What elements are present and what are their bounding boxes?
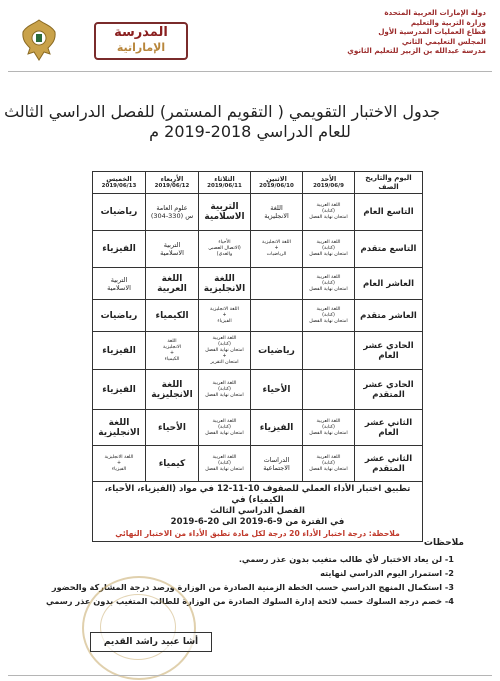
note-row: [93, 482, 423, 542]
exam-cell: [199, 446, 251, 482]
grade-cell: التاسع متقدم: [355, 231, 423, 268]
school-logo-line2: الإماراتية: [116, 41, 166, 54]
ministry-line: المجلس التعليمي الثاني: [401, 36, 486, 46]
exam-cell: [251, 410, 303, 446]
exam-subject-line: والغدي): [216, 252, 233, 257]
exam-subject-line: الانجليزية: [162, 344, 182, 350]
table-row: [93, 332, 423, 370]
exam-schedule-table: [92, 171, 423, 542]
exam-subject-line: (كتابة): [218, 460, 231, 466]
exam-subject-line: اللغة الانجليزية: [203, 273, 246, 294]
footer-divider: [8, 675, 492, 676]
table-row: [93, 231, 423, 268]
exam-subject-line: الاجتماعية: [263, 463, 290, 472]
principal-signature: أشا عبيد راشد القديم: [90, 632, 212, 652]
page-subtitle: للعام الدراسي 2018-2019 م: [149, 122, 351, 141]
exam-subject-line: +: [274, 246, 279, 251]
exam-subject-line: اللغة: [167, 338, 177, 344]
exam-subject-line: امتحان التقرير: [210, 359, 239, 365]
exam-cell: [146, 332, 199, 370]
performance-exam-warning: ملاحظة: درجة اختبار الأداء 20 درجة لكل مادة تطبق الأداء من الاختبار النهائي: [115, 529, 400, 538]
exam-cell: [303, 231, 355, 268]
day-name: الاثنين: [266, 175, 287, 183]
exam-subject-line: (كتابة): [322, 209, 335, 214]
exam-cell: [146, 268, 199, 300]
exam-subject-line: اللغة الانجليزية: [98, 417, 140, 438]
exam-subject-line: اللغة العربية: [212, 418, 237, 424]
exam-subject-line: (كتابة): [322, 460, 335, 466]
exam-subject-line: الفيزياء: [102, 384, 136, 395]
grade-cell: التاسع العام: [355, 194, 423, 231]
exam-subject-line: +: [169, 350, 175, 356]
exam-cell: [93, 446, 146, 482]
uae-emblem-icon: [20, 18, 58, 62]
exam-cell: [303, 332, 355, 370]
exam-subject-line: اللغة العربية: [212, 380, 237, 386]
exam-subject-line: (كتابة): [322, 246, 335, 251]
performance-exam-note-cell: [93, 482, 423, 542]
exam-subject-line: امتحان نهاية الفصل: [309, 252, 348, 257]
day-name: الأحد: [320, 175, 337, 183]
exam-cell: [93, 231, 146, 268]
exam-cell: [146, 446, 199, 482]
exam-subject-line: امتحان نهاية الفصل: [309, 318, 348, 324]
exam-subject-line: الأحياء: [262, 384, 291, 395]
grade-cell: الحادي عشر العام: [355, 332, 423, 370]
exam-subject-line: الفيزياء: [102, 244, 136, 254]
exam-subject-line: الأحياء: [218, 240, 231, 245]
grade-cell: العاشر متقدم: [355, 300, 423, 332]
exam-cell: [251, 268, 303, 300]
ministry-line: قطاع العمليات المدرسية الأول: [378, 27, 486, 37]
exam-subject-line: الفيزياء: [217, 318, 232, 324]
note-item: 2- استمرار اليوم الدراسي لنهايته: [320, 568, 454, 578]
school-logo-line1: المدرسة: [114, 25, 168, 40]
exam-subject-line: امتحان نهاية الفصل: [205, 430, 244, 436]
exam-cell: [93, 300, 146, 332]
exam-subject-line: الفيزياء: [102, 345, 136, 356]
exam-subject-line: اللغة العربية: [316, 306, 341, 312]
exam-subject-line: اللغة الانجليزية: [104, 454, 134, 460]
day-date: 2019/06/13: [101, 183, 137, 189]
exam-subject-line: اللغة العربية: [157, 273, 187, 294]
exam-cell: [199, 268, 251, 300]
exam-cell: [93, 268, 146, 300]
exam-cell: [199, 194, 251, 231]
exam-subject-line: اللغة الانجليزية: [210, 306, 239, 312]
exam-subject-line: امتحان نهاية الفصل: [309, 430, 348, 436]
day-name: الثلاثاء: [214, 175, 235, 183]
exam-subject-line: رياضيات: [258, 345, 295, 356]
note-item: 3- استكمال المنهج الدراسي حسب الخطة الزمنية الصادرة من الوزارة ورصد درجة المشاركة والحضور: [51, 582, 454, 592]
exam-subject-line: (كتابة): [218, 424, 231, 430]
exam-cell: [251, 370, 303, 410]
exam-subject-line: الاسلامية: [107, 283, 131, 292]
exam-cell: [251, 332, 303, 370]
exam-subject-line: (كتابة): [218, 386, 231, 392]
exam-cell: [251, 300, 303, 332]
exam-subject-line: الاسلامية: [160, 249, 184, 257]
exam-subject-line: (كتابة): [322, 312, 335, 318]
ministry-line: دولة الإمارات العربية المتحدة: [384, 8, 486, 17]
exam-subject-line: (كتابة): [322, 424, 335, 430]
ministry-line: مدرسة عبدالله بن الزبير للتعليم الثانوي: [347, 46, 486, 56]
exam-cell: [146, 300, 199, 332]
day-header-cell: [146, 172, 199, 194]
exam-cell: [146, 370, 199, 410]
table-row: [93, 268, 423, 300]
day-date: 2019/06/10: [259, 183, 294, 189]
exam-cell: [146, 410, 199, 446]
table-row: [93, 410, 423, 446]
exam-subject-line: الفيزياء: [259, 422, 294, 433]
exam-cell: [303, 446, 355, 482]
day-date: 2019/06/12: [154, 183, 190, 189]
exam-subject-line: +: [222, 312, 227, 318]
exam-subject-line: الكيمياء: [155, 310, 189, 321]
exam-cell: [93, 370, 146, 410]
exam-cell: [251, 194, 303, 231]
exam-cell: [303, 410, 355, 446]
exam-subject-line: التربية: [110, 275, 128, 284]
exam-cell: [303, 370, 355, 410]
header-divider: [8, 71, 492, 72]
grade-cell: الحادي عشر المتقدم: [355, 370, 423, 410]
exam-subject-line: +: [222, 353, 227, 359]
exam-cell: [303, 268, 355, 300]
exam-subject-line: الرياضيات: [266, 252, 287, 257]
table-row: [93, 446, 423, 482]
exam-subject-line: التربية الاسلامية: [204, 202, 245, 222]
day-name: الخميس: [106, 175, 132, 183]
table-row: [93, 370, 423, 410]
day-date: 2019/06/11: [207, 183, 242, 189]
exam-subject-line: امتحان نهاية الفصل: [309, 215, 348, 220]
exam-subject-line: اللغة العربية: [316, 418, 341, 424]
exam-subject-line: رياضيات: [100, 310, 138, 321]
note-item: 1- لن يعاد الاختبار لأي طالب متغيب بدون عذر رسمي.: [238, 554, 454, 564]
exam-subject-line: امتحان نهاية الفصل: [205, 466, 244, 472]
exam-subject-line: الانجليزية: [264, 212, 289, 220]
exam-cell: [146, 231, 199, 268]
grade-cell: الثاني عشر المتقدم: [355, 446, 423, 482]
exam-subject-line: اللغة العربية: [316, 454, 341, 460]
exam-cell: [199, 332, 251, 370]
exam-subject-line: (كتابة): [322, 280, 335, 286]
page-title: جدول الاختبار التقويمي ( التقويم المستمر) للفصل الدراسي الثالث: [4, 102, 440, 121]
day-header-cell: [93, 172, 146, 194]
exam-subject-line: اللغة العربية: [316, 240, 341, 245]
exam-subject-line: اللغة العربية: [316, 203, 341, 208]
table-row: [93, 300, 423, 332]
exam-subject-line: (الاتصال العصبي: [208, 246, 241, 251]
corner-grade-label: الصف: [378, 182, 399, 191]
exam-cell: [93, 332, 146, 370]
day-name: الأربعاء: [160, 175, 184, 183]
exam-subject-line: (كتابة): [218, 341, 231, 347]
exam-subject-line: الأحياء: [158, 422, 186, 433]
exam-subject-line: اللغة الانجليزية: [262, 240, 291, 245]
exam-subject-line: التربية: [163, 241, 181, 249]
note-item: 4- خصم درجة السلوك حسب لائحة إدارة السلوك الصادرة من الوزارة للطالب المتغيب بدون عذر رسمي: [45, 596, 454, 606]
day-date: 2019/06/9: [313, 183, 344, 189]
exam-cell: [93, 194, 146, 231]
exam-subject-line: س (330-304): [150, 212, 194, 220]
exam-subject-line: اللغة العربية: [212, 454, 237, 460]
exam-subject-line: كيمياء: [158, 458, 186, 469]
exam-cell: [303, 300, 355, 332]
grade-cell: العاشر العام: [355, 268, 423, 300]
day-header-cell: [303, 172, 355, 194]
exam-subject-line: +: [116, 460, 122, 466]
schedule-body: [93, 194, 423, 482]
exam-cell: [199, 370, 251, 410]
performance-exam-note-line1: تطبيق اختبار الأداء العملي للصفوف 10-11-12 في مواد (الفيزياء، الأحياء، الكيمياء) في: [104, 484, 411, 505]
grade-cell: الثاني عشر العام: [355, 410, 423, 446]
exam-cell: [199, 300, 251, 332]
exam-subject-line: الكيمياء: [164, 356, 180, 362]
exam-subject-line: علوم العامة: [156, 204, 188, 212]
table-row: [93, 194, 423, 231]
exam-subject-line: اللغة الانجليزية: [151, 379, 193, 400]
exam-subject-line: اللغة العربية: [212, 335, 237, 341]
exam-cell: [199, 231, 251, 268]
school-logo: [94, 22, 188, 60]
notes-heading: ملاحظات: [423, 538, 464, 548]
exam-subject-line: الفيزياء: [111, 466, 127, 472]
exam-cell: [303, 194, 355, 231]
day-header-cell: [199, 172, 251, 194]
performance-exam-period: في الفترة من 9-6-2019 الى 20-6-2019: [170, 517, 345, 527]
corner-day-date-label: اليوم والتاريخ: [365, 173, 412, 182]
table-header-row: [93, 172, 423, 194]
exam-cell: [93, 410, 146, 446]
exam-subject-line: امتحان نهاية الفصل: [205, 392, 244, 398]
exam-cell: [146, 194, 199, 231]
ministry-header: [311, 8, 486, 56]
exam-subject-line: اللغة: [270, 204, 283, 212]
exam-subject-line: امتحان نهاية الفصل: [205, 347, 244, 353]
corner-header-cell: [355, 172, 423, 194]
ministry-line: وزارة التربية والتعليم: [410, 17, 486, 27]
exam-cell: [199, 410, 251, 446]
exam-cell: [251, 231, 303, 268]
performance-exam-note-line2: الفصل الدراسي الثالث: [210, 506, 305, 516]
exam-cell: [251, 446, 303, 482]
day-header-cell: [251, 172, 303, 194]
exam-subject-line: امتحان نهاية الفصل: [309, 466, 348, 472]
exam-subject-line: الدراسات: [263, 455, 290, 464]
exam-subject-line: امتحان نهاية الفصل: [309, 286, 348, 292]
exam-subject-line: اللغة العربية: [316, 274, 341, 280]
exam-subject-line: رياضيات: [100, 207, 138, 217]
